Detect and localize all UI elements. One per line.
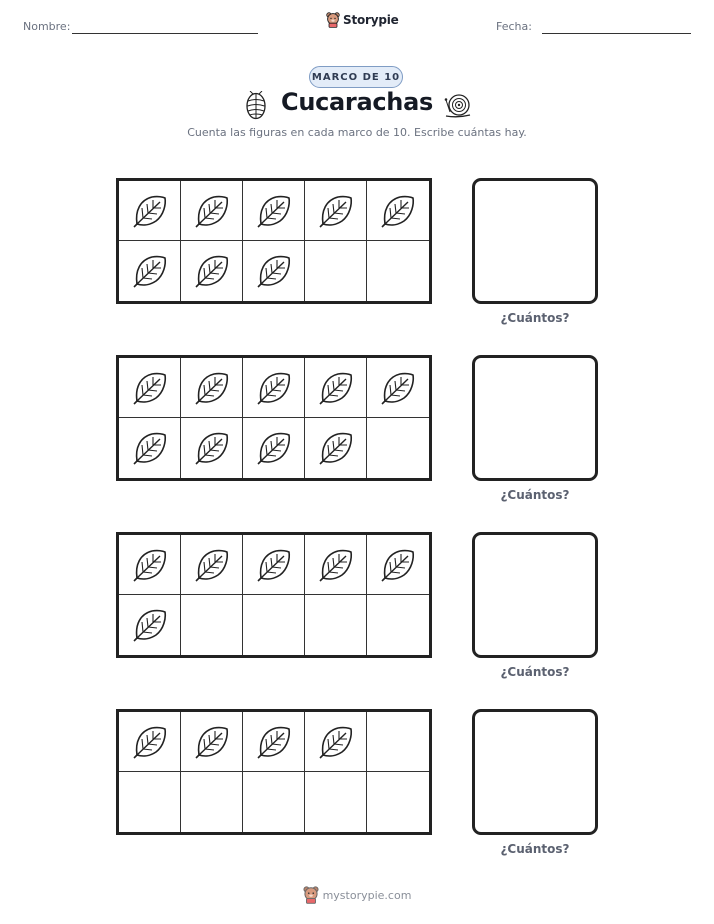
date-label: Fecha: bbox=[496, 20, 532, 33]
answer-label: ¿Cuántos? bbox=[500, 665, 570, 679]
ten-frame-cell bbox=[119, 535, 181, 595]
leaf-icon bbox=[130, 191, 170, 231]
leaf-icon bbox=[254, 368, 294, 408]
leaf-icon bbox=[192, 545, 232, 585]
leaf-icon bbox=[378, 191, 418, 231]
leaf-icon bbox=[254, 191, 294, 231]
ten-frame-cell bbox=[367, 241, 429, 301]
leaf-icon bbox=[192, 368, 232, 408]
leaf-icon bbox=[130, 428, 170, 468]
leaf-icon bbox=[316, 191, 356, 231]
ten-frame-cell bbox=[367, 595, 429, 655]
ten-frame-cell bbox=[243, 181, 305, 241]
leaf-icon bbox=[378, 545, 418, 585]
ten-frame-cell bbox=[119, 241, 181, 301]
ten-frame-cell bbox=[367, 358, 429, 418]
leaf-icon bbox=[316, 428, 356, 468]
ten-frame-cell bbox=[243, 358, 305, 418]
leaf-icon bbox=[316, 545, 356, 585]
answer-box[interactable] bbox=[472, 178, 598, 304]
leaf-icon bbox=[130, 722, 170, 762]
leaf-icon bbox=[192, 191, 232, 231]
answer-box[interactable] bbox=[472, 709, 598, 835]
answer-label: ¿Cuántos? bbox=[500, 842, 570, 856]
ten-frame-cell bbox=[305, 358, 367, 418]
ten-frame-cell bbox=[119, 358, 181, 418]
ten-frame-cell bbox=[119, 595, 181, 655]
ten-frame-cell bbox=[243, 712, 305, 772]
ten-frame-cell bbox=[181, 595, 243, 655]
ten-frame-cell bbox=[305, 241, 367, 301]
ten-frame-cell bbox=[305, 772, 367, 832]
ten-frame-cell bbox=[243, 241, 305, 301]
brand-name: Storypie bbox=[343, 13, 399, 27]
leaf-icon bbox=[130, 545, 170, 585]
leaf-icon bbox=[130, 251, 170, 291]
ten-frame-cell bbox=[181, 772, 243, 832]
ten-frame-cell bbox=[181, 358, 243, 418]
ten-frame bbox=[116, 178, 432, 304]
leaf-icon bbox=[254, 545, 294, 585]
leaf-icon bbox=[254, 722, 294, 762]
leaf-icon bbox=[192, 428, 232, 468]
ten-frame-cell bbox=[119, 418, 181, 478]
worksheet-type-badge: MARCO DE 10 bbox=[309, 66, 403, 88]
ten-frame bbox=[116, 532, 432, 658]
ten-frame-cell bbox=[119, 181, 181, 241]
ten-frame-cell bbox=[243, 772, 305, 832]
answer-label: ¿Cuántos? bbox=[500, 311, 570, 325]
leaf-icon bbox=[192, 722, 232, 762]
footer-site: mystorypie.com bbox=[322, 888, 412, 902]
ten-frame bbox=[116, 709, 432, 835]
ten-frame-cell bbox=[367, 712, 429, 772]
ten-frame-cell bbox=[119, 712, 181, 772]
ten-frame-cell bbox=[367, 181, 429, 241]
ten-frame-cell bbox=[243, 418, 305, 478]
answer-box[interactable] bbox=[472, 532, 598, 658]
leaf-icon bbox=[192, 251, 232, 291]
leaf-icon bbox=[130, 605, 170, 645]
answer-label: ¿Cuántos? bbox=[500, 488, 570, 502]
ten-frame-cell bbox=[305, 418, 367, 478]
answer-box[interactable] bbox=[472, 355, 598, 481]
leaf-icon bbox=[378, 368, 418, 408]
name-label: Nombre: bbox=[23, 20, 71, 33]
ten-frame-cell bbox=[181, 418, 243, 478]
bear-mascot-icon bbox=[303, 886, 319, 904]
ten-frame-cell bbox=[181, 535, 243, 595]
leaf-icon bbox=[254, 428, 294, 468]
bear-mascot-icon bbox=[326, 12, 340, 28]
ten-frame-cell bbox=[119, 772, 181, 832]
ten-frame-cell bbox=[305, 535, 367, 595]
instructions-text: Cuenta las figuras en cada marco de 10. Escribe cuántas hay. bbox=[187, 126, 527, 139]
snail-icon bbox=[443, 91, 473, 125]
ten-frame-cell bbox=[181, 181, 243, 241]
storypie-logo bbox=[326, 12, 399, 28]
name-line[interactable] bbox=[72, 33, 258, 34]
ten-frame-cell bbox=[243, 595, 305, 655]
ten-frame-cell bbox=[367, 772, 429, 832]
leaf-icon bbox=[254, 251, 294, 291]
ten-frame-cell bbox=[305, 181, 367, 241]
leaf-icon bbox=[316, 722, 356, 762]
ten-frame-cell bbox=[243, 535, 305, 595]
worksheet-title: Cucarachas bbox=[281, 88, 433, 116]
ten-frame-cell bbox=[305, 595, 367, 655]
ten-frame-cell bbox=[305, 712, 367, 772]
ten-frame-cell bbox=[367, 418, 429, 478]
ten-frame-cell bbox=[367, 535, 429, 595]
ten-frame bbox=[116, 355, 432, 481]
leaf-icon bbox=[130, 368, 170, 408]
ten-frame-cell bbox=[181, 712, 243, 772]
date-line[interactable] bbox=[542, 33, 691, 34]
footer bbox=[0, 886, 714, 904]
ten-frame-cell bbox=[181, 241, 243, 301]
leaf-icon bbox=[316, 368, 356, 408]
